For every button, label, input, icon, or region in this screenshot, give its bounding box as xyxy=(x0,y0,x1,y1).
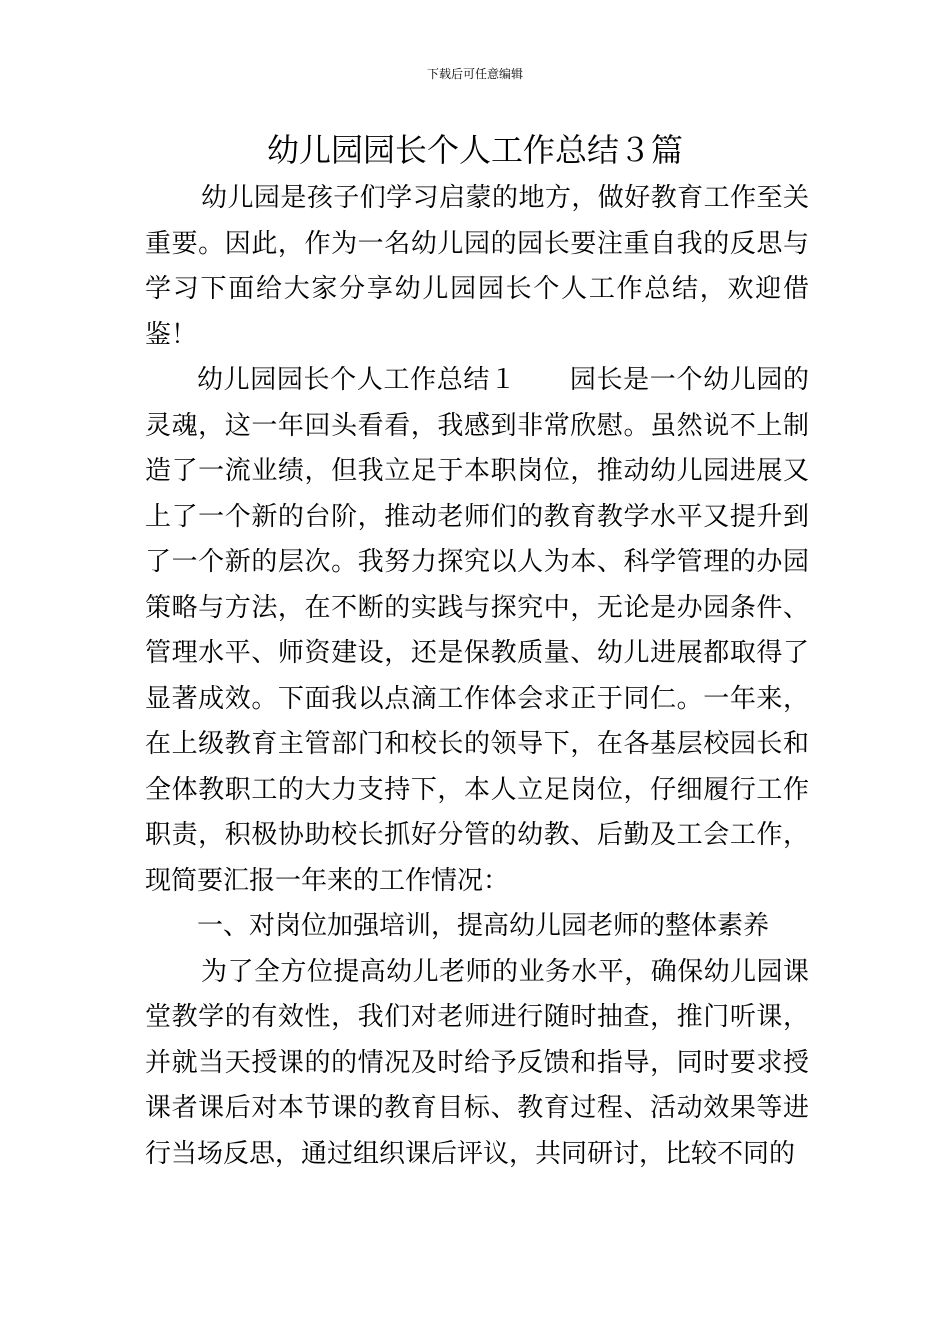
document-body xyxy=(145,176,809,1177)
section-heading-1: 一、对岗位加强培训，提高幼儿园老师的整体素养 xyxy=(197,911,770,941)
document-title: 幼儿园园长个人工作总结３篇 xyxy=(266,131,683,169)
page-header-note: 下载后可任意编辑 xyxy=(426,67,523,81)
section-1-paragraph: 为了全方位提高幼儿老师的业务水平，确保幼儿园课堂教学的有效性，我们对老师进行随时抽查，推门听课，并就当天授课的的情况及时给予反馈和指导，同时要求授课者课后对本节课的教育目标、教育过程、活动效果等进行当场反思，通过组织课后评议，共同研讨，比较不同的 xyxy=(145,956,809,1169)
intro-paragraph: 幼儿园是孩子们学习启蒙的地方，做好教育工作至关重要。因此，作为一名幼儿园的园长要注重自我的反思与学习下面给大家分享幼儿园园长个人工作总结，欢迎借鉴！ xyxy=(145,183,809,350)
summary-1-paragraph: 幼儿园园长个人工作总结１ 园长是一个幼儿园的灵魂，这一年回头看看，我感到非常欣慰。虽然说不上制造了一流业绩，但我立足于本职岗位，推动幼儿园进展又上了一个新的台阶，推动老师们的教育教学水平又提升到了一个新的层次。我努力探究以人为本、科学管理的办园策略与方法，在不断的实践与探究中，无论是办园条件、管理水平、师资建设，还是保教质量、幼儿进展都取得了显著成效。下面我以点滴工作体会求正于同仁。一年来，在上级教育主管部门和校长的领导下，在各基层校园长和全体教职工的大力支持下，本人立足岗位，仔细履行工作职责，积极协助校长抓好分管的幼教、后勤及工会工作，现简要汇报一年来的工作情况： xyxy=(145,365,809,896)
